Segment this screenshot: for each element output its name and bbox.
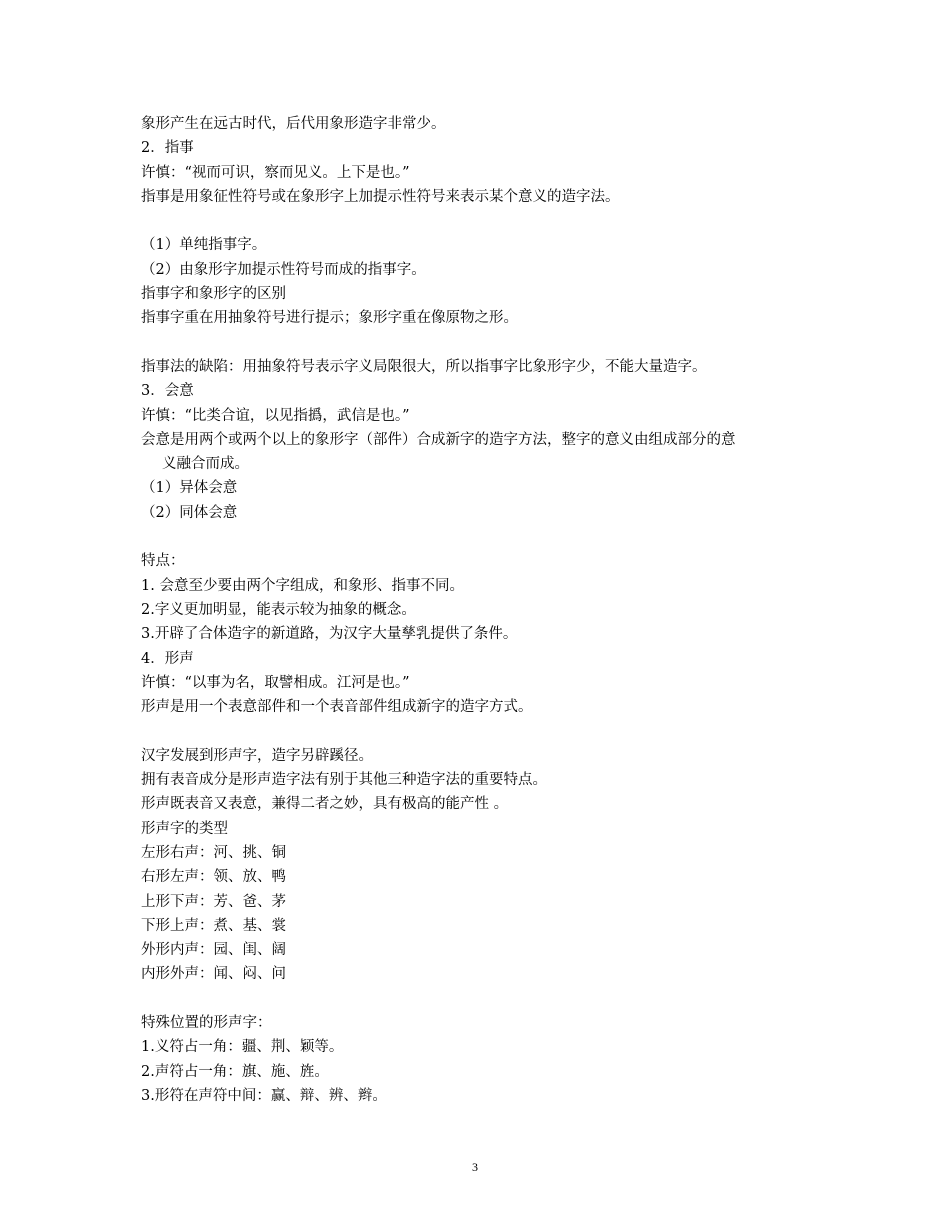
text-line-30: 形声字的类型 [141,820,228,837]
text-line-9: 指事字重在用抽象符号进行提示；象形字重在像原物之形。 [141,310,518,327]
text-line-32: 右形左声：领、放、鸭 [141,869,286,886]
text-line-35: 外形内声：园、闺、阔 [141,942,286,959]
text-line-34: 下形上声：煮、基、裳 [141,917,286,934]
text-line-6: （1）单纯指事字。 [141,237,267,254]
text-line-3: 许慎：“视而可识，察而见义。上下是也。” [141,164,410,181]
blank-line [141,331,821,355]
page-number: 3 [472,1160,478,1174]
text-line-31: 左形右声：河、挑、铜 [141,844,286,861]
text-line-25: 形声是用一个表意部件和一个表音部件组成新字的造字方式。 [141,699,533,716]
text-line-16: （1）异体会意 [141,480,238,497]
text-line-8: 指事字和象形字的区别 [141,286,286,303]
blank-line [141,987,821,1011]
section-heading-3: 3．会意 [141,383,194,400]
blank-line [141,209,821,233]
text-line-1: 象形产生在远古时代，后代用象形造字非常少。 [141,116,446,132]
text-line-27: 汉字发展到形声字，造字另辟蹊径。 [141,747,373,764]
section-heading-2: 2．指事 [141,140,194,157]
blank-line [141,719,821,743]
text-line-33: 上形下声：芳、爸、茅 [141,893,286,910]
text-line-17: （2）同体会意 [141,504,238,521]
text-line-15-continuation: 义融合而成。 [162,456,249,473]
text-line-41: 3.形符在声符中间：赢、辩、辨、辫。 [141,1087,387,1104]
text-line-11: 指事法的缺陷：用抽象符号表示字义局限很大，所以指事字比象形字少，不能大量造字。 [141,358,707,375]
text-line-24: 许慎：“以事为名，取譬相成。江河是也。” [141,674,410,691]
text-line-28: 拥有表音成分是形声造字法有别于其他三种造字法的重要特点。 [141,772,547,789]
text-line-40: 2.声符占一角：旗、施、旌。 [141,1063,329,1080]
text-line-38: 特殊位置的形声字： [141,1014,272,1031]
text-line-39: 1.义符占一角：疆、荆、颖等。 [141,1039,344,1056]
text-line-7: （2）由象形字加提示性符号而成的指事字。 [141,261,426,278]
text-line-14: 会意是用两个或两个以上的象形字（部件）合成新字的造字方法，整字的意义由组成部分的意 [141,431,736,448]
text-line-21: 2.字义更加明显，能表示较为抽象的概念。 [141,601,416,618]
text-line-13: 许慎：“比类合谊，以见指撝，武信是也。” [141,407,410,424]
page-body [141,112,821,1108]
text-line-22: 3.开辟了合体造字的新道路，为汉字大量孳乳提供了条件。 [141,626,518,643]
text-line-19: 特点： [141,553,185,570]
blank-line [141,525,821,549]
text-line-36: 内形外声：闻、闷、问 [141,966,286,983]
text-line-4: 指事是用象征性符号或在象形字上加提示性符号来表示某个意义的造字法。 [141,188,620,205]
text-line-29: 形声既表音又表意，兼得二者之妙，具有极高的能产性 。 [141,796,509,813]
section-heading-4: 4．形声 [141,650,194,667]
text-line-20: 1. 会意至少要由两个字组成，和象形、指事不同。 [141,577,464,594]
